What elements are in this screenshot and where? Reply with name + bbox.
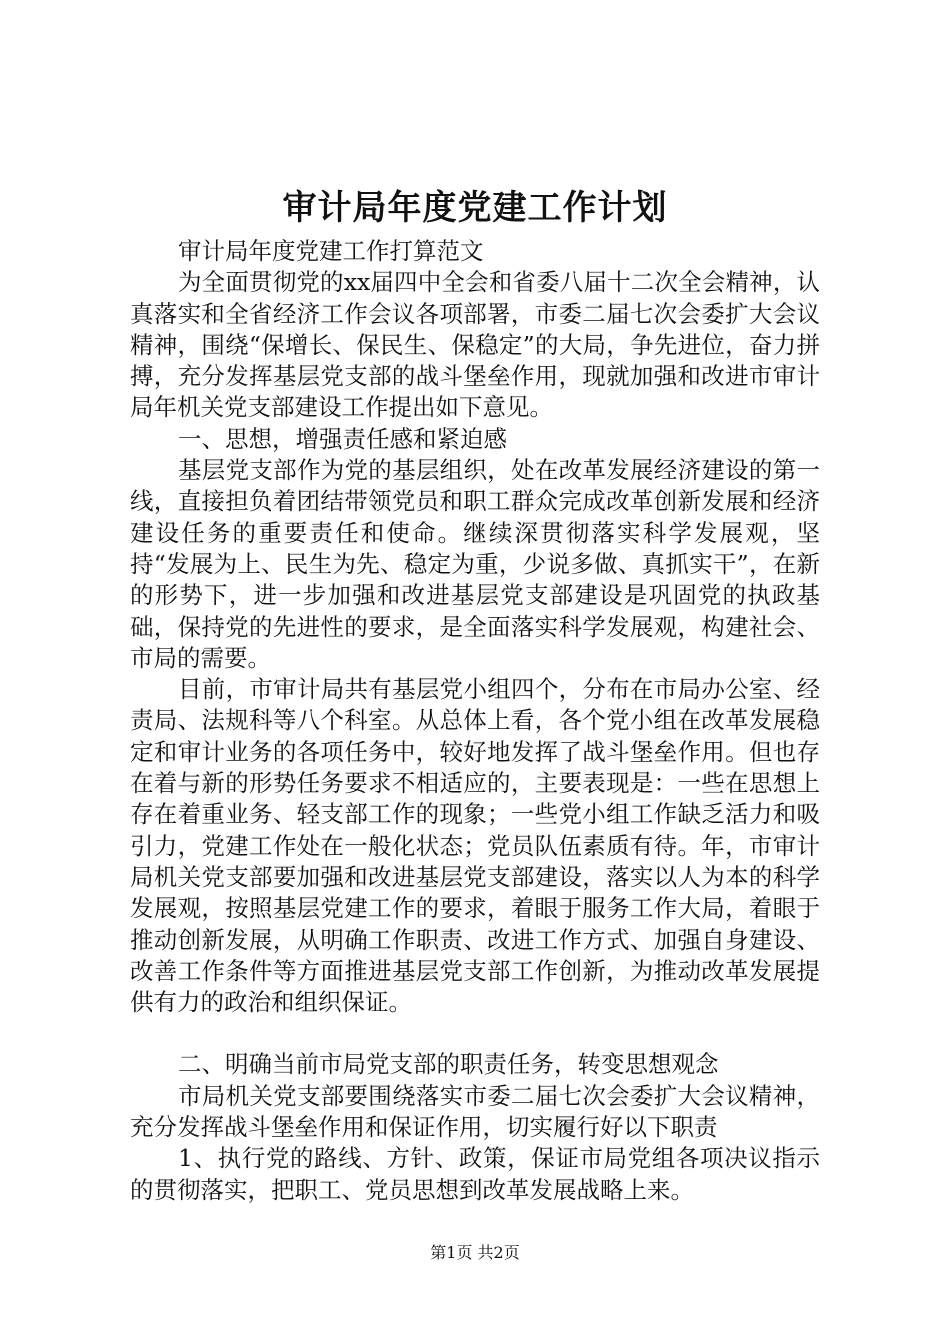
paragraph-intro: 为全面贯彻党的xx届四中全会和省委八届十二次全会精神，认真落实和全省经济工作会议各项部署，市委二届七次会委扩大会议精神，围绕“保增长、保民生、保稳定”的大局，争先进位，奋力拼搏，充分发挥基层党支部的战斗堡垒作用，现就加强和改进市审计局年机关党支部建设工作提出如下意见。 [130, 268, 820, 422]
paragraph-section-1: 基层党支部作为党的基层组织，处在改革发展经济建设的第一线，直接担负着团结带领党员和职工群众完成改革创新发展和经济建设任务的重要责任和使命。继续深贯彻落实科学发展观，坚持“发展为上、民生为先、稳定为重，少说多做、真抓实干”，在新的形势下，进一步加强和改进基层党支部建设是巩固党的执政基础，保持党的先进性的要求，是全面落实科学发展观，构建社会、市局的需要。 [130, 456, 820, 672]
document-subtitle: 审计局年度党建工作打算范文 [178, 237, 484, 265]
list-item-1: 1、执行党的路线、方针、政策，保证市局党组各项决议指示的贯彻落实，把职工、党员思想到改革发展战略上来。 [130, 1144, 820, 1204]
section-heading-2: 二、明确当前市局党支部的职责任务，转变思想观念 [178, 1050, 719, 1079]
document-body [130, 236, 820, 1206]
page-footer: 第1页 共2页 [430, 1243, 520, 1262]
section-heading-1: 一、思想，增强责任感和紧迫感 [178, 424, 507, 453]
document-title: 审计局年度党建工作计划 [282, 188, 668, 228]
paragraph-current-status: 目前，市审计局共有基层党小组四个，分布在市局办公室、经责局、法规科等八个科室。从总体上看，各个党小组在改革发展稳定和审计业务的各项任务中，较好地发挥了战斗堡垒作用。但也存在着与新的形势任务要求不相适应的，主要表现是：一些在思想上存在着重业务、轻支部工作的现象；一些党小组工作缺乏活力和吸引力，党建工作处在一般化状态；党员队伍素质有待。年，市审计局机关党支部要加强和改进基层党支部建设，落实以人为本的科学发展观，按照基层党建工作的要求，着眼于服务工作大局，着眼于推动创新发展，从明确工作职责、改进工作方式、加强自身建设、改善工作条件等方面推进基层党支部工作创新，为推动改革发展提供有力的政治和组织保证。 [130, 675, 820, 1017]
paragraph-section-2: 市局机关党支部要围绕落实市委二届七次会委扩大会议精神，充分发挥战斗堡垒作用和保证作用，切实履行好以下职责 [130, 1081, 820, 1142]
